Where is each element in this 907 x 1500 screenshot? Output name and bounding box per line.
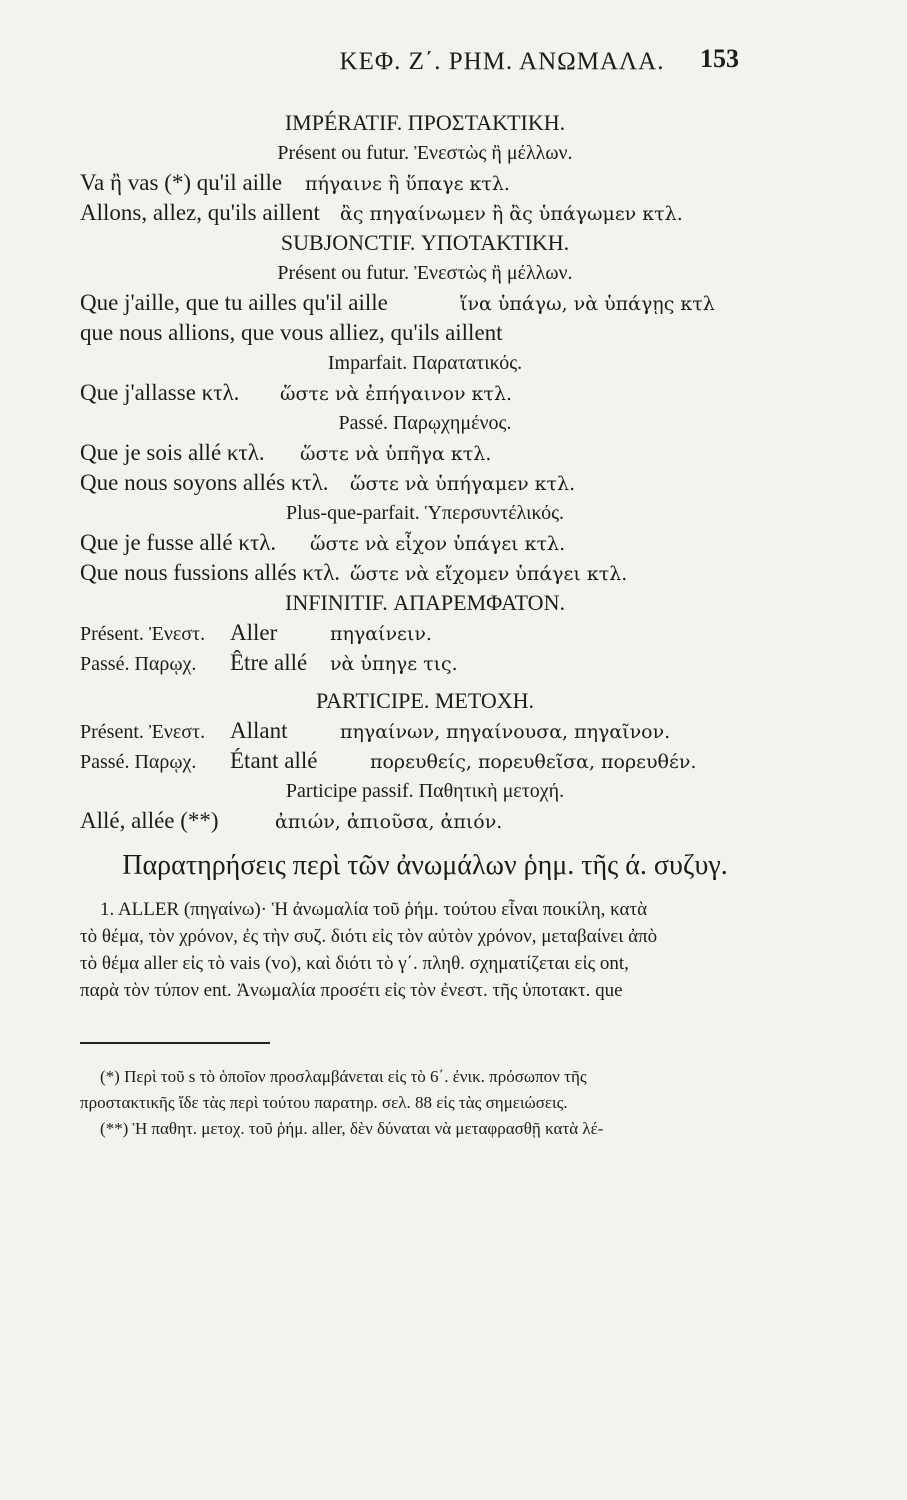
conjugation-row [80,288,770,318]
participe-passif-label: Participe passif. Παθητικὴ μετοχή. [285,780,565,802]
french-form: Allé, allée (**) [80,808,219,833]
footnote-divider [80,1042,270,1044]
french-form: Que nous fussions allés κτλ. [80,560,341,585]
conjugation-row [80,746,770,776]
french-form: Aller [230,620,278,645]
greek-form: πήγαινε ἢ ὕπαγε κτλ. [305,173,510,195]
tense-label: Présent. Ἐνεστ. [80,721,206,743]
footnote-line: προστακτικῆς ἴδε τὰς περὶ τούτου παρατηρ. σελ. 88 εἰς τὰς σημειώσεις. [80,1093,568,1112]
footnote-line: (**) Ἡ παθητ. μετοχ. τοῦ ῥήμ. aller, δὲν δύναται νὰ μεταφρασθῇ κατὰ λέ- [100,1119,604,1138]
conjugation-row [80,618,770,648]
imperatif-heading: IMPÉRATIF. ΠΡΟΣΤΑΚΤΙΚΗ. [284,110,566,135]
running-head: ΚΕΦ. Ζ΄. ΡΗΜ. ΑΝΩΜΑΛΑ. [339,48,665,75]
greek-form: ἵνα ὑπάγω, νὰ ὑπάγῃς κτλ [460,293,715,315]
greek-form: ὥστε νὰ ἐπήγαινον κτλ. [280,383,513,405]
french-form: Allons, allez, qu'ils aillent [80,200,320,225]
greek-form: πηγαίνειν. [330,623,432,645]
conjugation-row [80,716,770,746]
french-form: Que je sois allé κτλ. [80,440,265,465]
conjugation-row [80,806,770,836]
conjugation-row [80,528,770,558]
greek-form: νὰ ὑπηγε τις. [330,653,458,675]
greek-form: ὥστε νὰ εἴχομεν ὑπάγει κτλ. [350,563,628,585]
paragraph-line: παρὰ τὸν τύπον ent. Ἀνωμαλία προσέτι εἰς τὸν ἐνεστ. τῆς ὑποτακτ. que [80,980,623,1001]
paragraph-line: τὸ θέμα aller εἰς τὸ vais (vo), καὶ διότι τὸ γ΄. πληθ. σχηματίζεται εἰς ont, [80,953,629,974]
conjugation-row [80,558,770,588]
subjonctif-present-label: Présent ou futur. Ἐνεστὼς ἢ μέλλων. [277,262,573,284]
paragraph-line: τὸ θέμα, τὸν χρόνον, ἐς τὴν συζ. διότι εἰς τὸν αὐτὸν χρόνον, μεταβαίνει ἀπὸ [80,926,658,947]
tense-label: Présent. Ἐνεστ. [80,623,206,645]
french-form: Va ἢ vas (*) qu'il aille [80,170,283,195]
conjugation-row [80,648,770,678]
french-form: Que j'aille, que tu ailles qu'il aille [80,290,388,315]
greek-form: ὥστε νὰ ὑπῆγα κτλ. [300,443,492,465]
footnote-line: (*) Περὶ τοῦ s τὸ ὁποῖον προσλαμβάνεται εἰς τὸ 6΄. ἐνικ. πρόσωπον τῆς [100,1067,587,1086]
page-number: 153 [700,44,739,73]
subjonctif-imparfait-label: Imparfait. Παρατατικός. [327,352,523,374]
greek-form: ὥστε νὰ ὑπήγαμεν κτλ. [350,473,576,495]
tense-label: Passé. Παρῳχ. [80,751,197,773]
subjonctif-plusqueparfait-label: Plus-que-parfait. Ὑπερσυντέλικός. [285,502,565,524]
subjonctif-passe-label: Passé. Παρῳχημένος. [338,412,512,434]
conjugation-row [80,378,770,408]
conjugation-row [80,318,770,348]
french-form: Que j'allasse κτλ. [80,380,240,405]
french-form: que nous allions, que vous alliez, qu'ils aillent [80,320,503,345]
greek-form: ἀπιών, ἀπιοῦσα, ἀπιόν. [275,811,503,833]
french-form: Que je fusse allé κτλ. [80,530,277,555]
conjugation-row [80,468,770,498]
conjugation-row [80,438,770,468]
observations-heading: Παρατηρήσεις περὶ τῶν ἀνωμάλων ῥημ. τῆς ά. συζυγ. [122,850,728,881]
infinitif-heading: INFINITIF. ΑΠΑΡΕΜΦΑΤΟΝ. [285,590,565,615]
conjugation-row [80,168,770,198]
participe-heading: PARTICIPE. ΜΕΤΟΧΗ. [315,688,535,713]
greek-form: ἂς πηγαίνωμεν ἢ ἂς ὑπάγωμεν κτλ. [340,203,683,225]
imperatif-tense: Présent ou futur. Ἐνεστὼς ἢ μέλλων. [277,142,573,164]
french-form: Être allé [230,650,308,675]
page-content [80,108,770,1142]
greek-form: πορευθείς, πορευθεῖσα, πορευθέν. [370,751,697,773]
greek-form: πηγαίνων, πηγαίνουσα, πηγαῖνον. [340,721,671,743]
subjonctif-heading: SUBJONCTIF. ΥΠΟΤΑΚΤΙΚΗ. [280,230,570,255]
greek-form: ὥστε νὰ εἶχον ὑπάγει κτλ. [310,533,566,555]
paragraph-line: 1. ALLER (πηγαίνω)· Ἡ ἀνωμαλία τοῦ ῥήμ. τούτου εἶναι ποικίλη, κατὰ [100,899,648,920]
french-form: Que nous soyons allés κτλ. [80,470,329,495]
tense-label: Passé. Παρῳχ. [80,653,197,675]
french-form: Allant [230,718,288,743]
french-form: Étant allé [230,748,318,773]
conjugation-row [80,198,770,228]
